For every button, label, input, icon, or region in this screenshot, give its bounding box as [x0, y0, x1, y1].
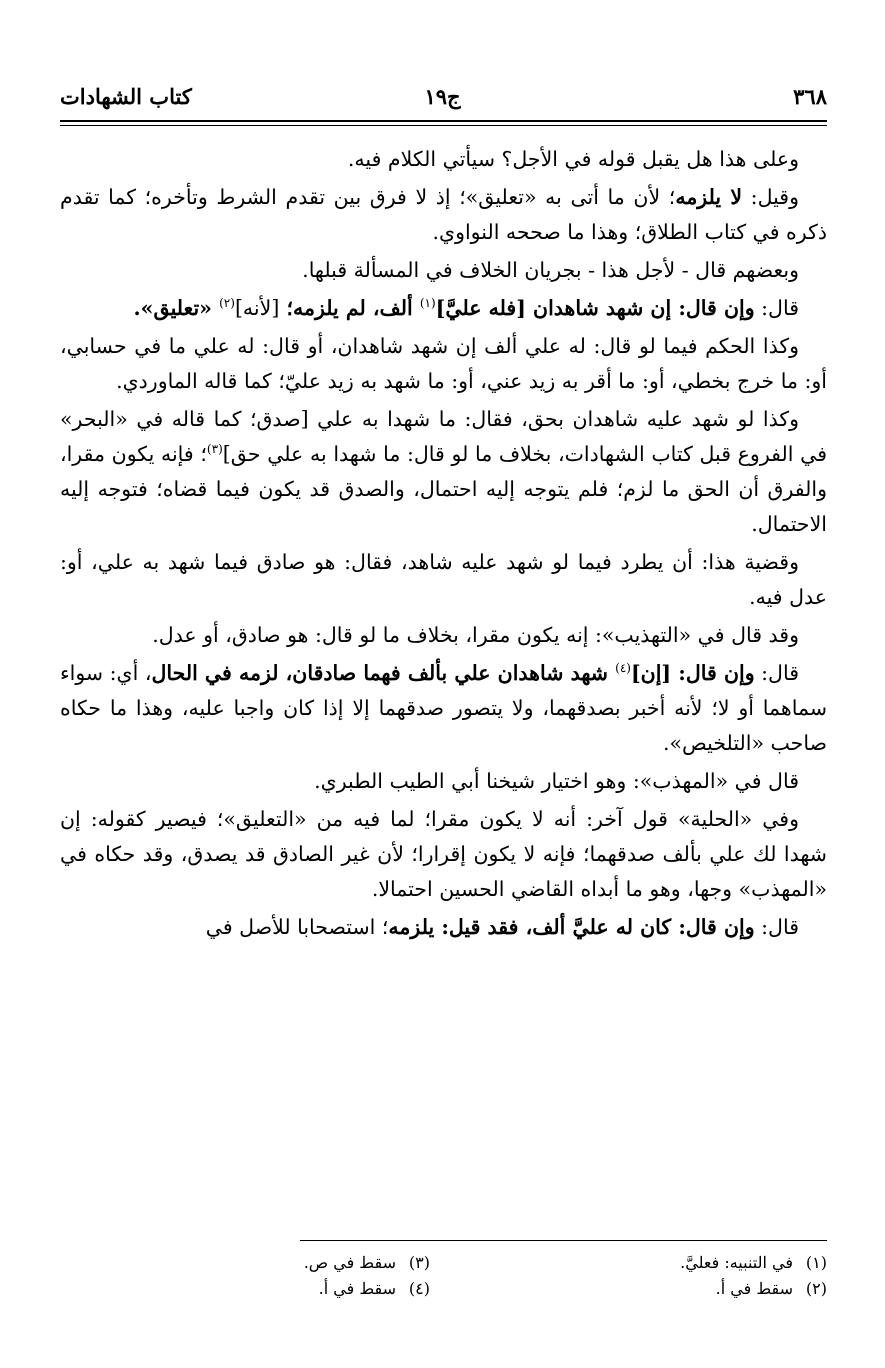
footnote-ref: (١) — [419, 296, 436, 311]
footnote: (٣)سقط في ص. — [303, 1253, 430, 1272]
book-title: كتاب الشهادات — [60, 84, 192, 109]
footnote-separator — [300, 1240, 827, 1241]
footnote-ref: (٢) — [219, 296, 235, 311]
footnote-ref: (٤) — [615, 661, 631, 676]
page-number: ٣٦٨ — [793, 84, 827, 109]
header-rule — [60, 120, 827, 122]
paragraph: وكذا الحكم فيما لو قال: له علي ألف إن شهد شاهدان، أو قال: له علي ما في حسابي، أو: ما خرج بخطي، أو: ما أقر به زيد عني، أو: ما شهد به زيد عليّ؛ كما قاله الماوردي. — [60, 334, 827, 393]
paragraph: وعلى هذا هل يقبل قوله في الأجل؟ سيأتي الكلام فيه. — [347, 147, 799, 171]
footnote-ref: (٣) — [206, 442, 223, 457]
footnote: (٢)سقط في أ. — [715, 1279, 827, 1298]
paragraph: وقد قال في «التهذيب»: إنه يكون مقرا، بخلاف ما لو قال: هو صادق، أو عدل. — [152, 623, 799, 647]
paragraph: وقضية هذا: أن يطرد فيما لو شهد عليه شاهد، فقال: هو صادق فيما شهد به علي، أو: عدل فيه. — [60, 550, 827, 609]
footnote: (٤)سقط في أ. — [318, 1279, 430, 1298]
footnote: (١)في التنبيه: فعليَّ. — [680, 1253, 827, 1272]
paragraph: وكذا لو شهد عليه شاهدان بحق، فقال: ما شهدا به علي [صدق؛ كما قاله في «البحر» في الفروع قبل كتاب الشهادات، بخلاف ما لو قال: ما شهدا به علي حق]$^{(٣)}$؛ فإنه يكون مقرا، والفرق أن الحق ما لزم؛ فلم يتوجه إليه احتمال، والصدق قد يكون فيما قضاه؛ فتوجه إليه الاحتمال. — [60, 407, 827, 536]
paragraph: وقيل: لا يلزمه؛ لأن ما أتى به «تعليق»؛ إذ لا فرق بين تقدم الشرط وتأخره؛ كما تقدم ذكره في كتاب الطلاق؛ وهذا ما صححه النواوي. — [60, 185, 827, 244]
paragraph: وفي «الحلية» قول آخر: أنه لا يكون مقرا؛ لما فيه من «التعليق»؛ فيصير كقوله: إن شهدا لك علي بألف صدقهما؛ فإنه لا يكون إقرارا؛ لأن غير الصادق قد يصدق، وقد حكاه في «المهذب» وجها، وهو ما أبداه القاضي الحسين احتمالا. — [60, 807, 827, 901]
paragraph: وبعضهم قال - لأجل هذا - بجريان الخلاف في المسألة قبلها. — [302, 258, 799, 282]
paragraph: قال في «المهذب»: وهو اختيار شيخنا أبي الطيب الطبري. — [314, 769, 799, 793]
paragraph: قال: وإن قال: [إن]$^{(٤)}$ شهد شاهدان علي بألف فهما صادقان، لزمه في الحال، أي: سواء سماهما أو لا؛ لأنه أخبر بصدقهما، ولا يتصور صدقهما إلا إذا كان واجبا عليه، وهذا ما حكاه صاحب «التلخيص». — [60, 661, 827, 755]
paragraph: قال: وإن قال: إن شهد شاهدان [فله عليَّ]$^{(١)}$ ألف، لم يلزمه؛ [لأنه]$^{(٢)}$ «تعليق». — [133, 296, 799, 320]
header-rule-thin — [60, 125, 827, 126]
main-text — [60, 142, 827, 948]
paragraph: قال: وإن قال: كان له عليَّ ألف، فقد قيل: يلزمه؛ استصحابا للأصل في — [205, 915, 799, 939]
volume-label: ج١٩ — [424, 84, 461, 109]
